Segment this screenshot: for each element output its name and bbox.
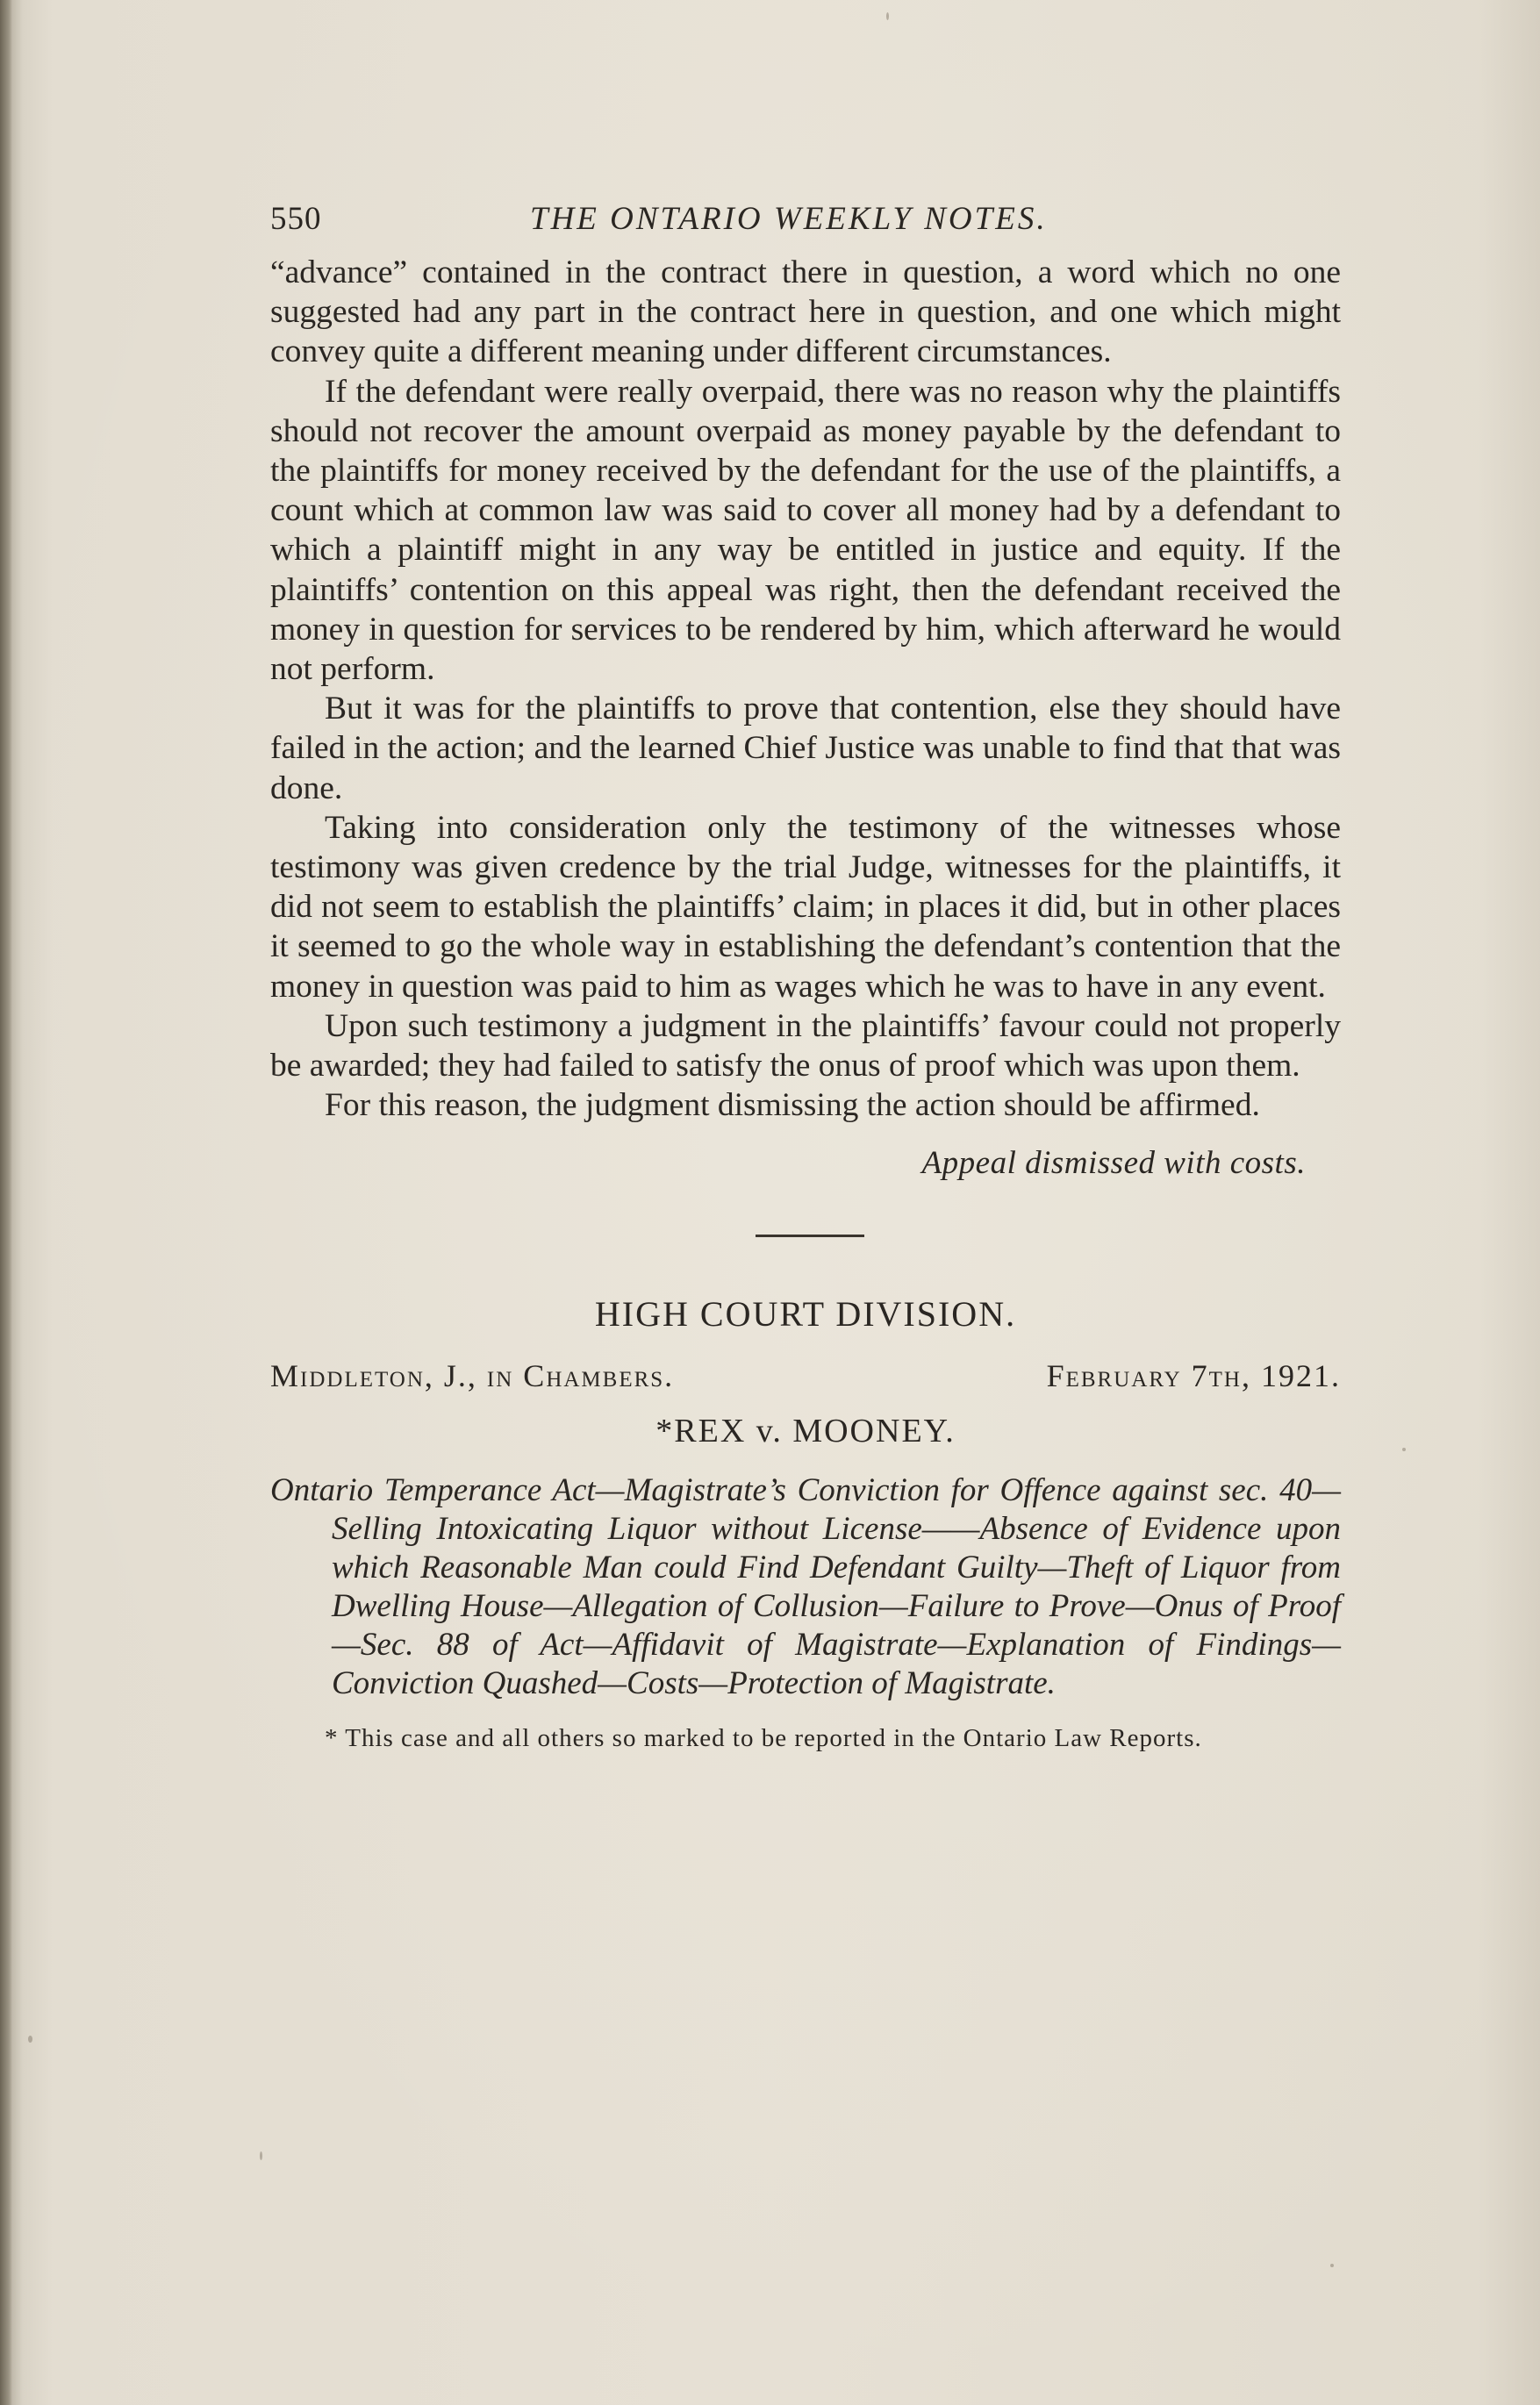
court-line — [270, 1357, 1341, 1403]
opinion-text — [270, 253, 1341, 1125]
paper-speck — [1402, 1448, 1406, 1451]
judge-name: Middleton, J., in Chambers. — [270, 1358, 675, 1394]
disposition: Appeal dismissed with costs. — [921, 1145, 1306, 1182]
paragraph: But it was for the plaintiffs to prove that contention, else they should have failed in the action; and the learned Chief Justice was unable to find that that was done. — [270, 691, 1341, 806]
page-binding-edge — [0, 0, 12, 2405]
paragraph: If the defendant were really overpaid, there was no reason why the plaintiffs should not recover the amount overpaid as money payable by the defendant to the plaintiffs for money received by the defendant for the use of the plaintiffs, a count which at common law was said to cover all money had by a defendant to which a plaintiff might in any way be entitled in justice and equity. If the plaintiffs’ contention on this appeal was right, then the defendant received the money in question for services to be rendered by him, which afterward he would not perform. — [270, 373, 1341, 688]
paper-speck — [886, 12, 889, 20]
paragraph: For this reason, the judgment dismissing the action should be affirmed. — [325, 1087, 1260, 1124]
case-title: *REX v. MOONEY. — [655, 1413, 956, 1450]
page-number: 550 — [270, 201, 322, 237]
page-content — [270, 200, 1341, 1754]
paragraph: “advance” contained in the contract there in question, a word which no one suggested had any part in the contract here in question, and one which might convey quite a different meaning under different circumstances. — [270, 254, 1341, 370]
headnote: Ontario Temperance Act—Magistrate’s Conviction for Offence against sec. 40—Selling Intoxicating Liquor without License——Absence of Evidence upon which Reasonable Man could Find Defendant Guilty—Theft of Liquor from Dwelling House—Allegation of Collusion—Failure to Prove—Onus of Proof—Sec. 88 of Act—Affidavit of Magistrate—Explanation of Findings—Conviction Quashed—Costs—Protection of Magistrate. — [270, 1472, 1341, 1702]
paper-speck — [28, 2036, 32, 2043]
decision-date: February 7th, 1921. — [1046, 1358, 1341, 1394]
paragraph: Taking into consideration only the testimony of the witnesses whose testimony was given credence by the trial Judge, witnesses for the plaintiffs, it did not seem to establish the plaintiffs’ claim; in places it did, but in other places it seemed to go the whole way in establishing the defendant’s contention that the money in question was paid to him as wages which he was to have in any event. — [270, 809, 1341, 1005]
section-divider — [756, 1235, 864, 1237]
paper-speck — [1330, 2264, 1334, 2267]
page-header — [270, 200, 1341, 253]
paper-speck — [260, 2151, 262, 2160]
footnote: * This case and all others so marked to be reported in the Ontario Law Reports. — [325, 1724, 1202, 1753]
paragraph: Upon such testimony a judgment in the plaintiffs’ favour could not properly be awarded; they had failed to satisfy the onus of proof which was upon them. — [270, 1007, 1341, 1084]
division-heading: HIGH COURT DIVISION. — [594, 1294, 1017, 1335]
running-head: THE ONTARIO WEEKLY NOTES. — [530, 201, 1048, 237]
